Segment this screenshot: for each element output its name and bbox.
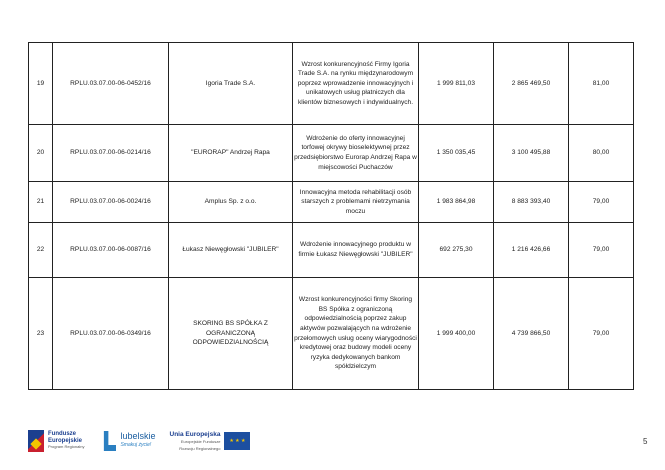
ue-sub1: Europejskie Fundusze [180,438,221,444]
cell-name: Łukasz Niewęgłowski "JUBILER" [169,223,293,278]
cell-funding: 1 350 035,45 [419,125,494,182]
eu-flag-icon: ★ ★ ★ [224,432,250,450]
ue-sub2: Rozwoju Regionalnego [179,445,221,451]
cell-score: 81,00 [569,43,634,125]
cell-no: 19 [29,43,53,125]
cell-no: 23 [29,278,53,390]
projects-table [28,42,634,390]
cell-no: 20 [29,125,53,182]
ue-title: Unia Europejska [169,430,221,438]
table-row [29,43,634,125]
lubelskie-logo [98,431,155,451]
cell-desc: Innowacyjna metoda rehabilitacji osób starszych z problemami nietrzymania moczu [293,182,419,223]
table-row [29,125,634,182]
cell-id: RPLU.03.07.00-06-0349/16 [53,278,169,390]
cell-id: RPLU.03.07.00-06-0087/16 [53,223,169,278]
fe-mark-icon [28,430,44,452]
cell-no: 21 [29,182,53,223]
fe-title1: Fundusze [48,431,76,438]
fundusze-europejskie-logo [28,430,84,452]
table-row [29,182,634,223]
lubelskie-mark-icon [98,431,116,451]
footer-logos [28,428,250,454]
page-number: 5 [643,437,648,446]
cell-total: 4 739 866,50 [494,278,569,390]
unia-europejska-logo [170,431,251,452]
cell-score: 80,00 [569,125,634,182]
cell-total: 3 100 495,88 [494,125,569,182]
cell-funding: 692 275,30 [419,223,494,278]
cell-id: RPLU.03.07.00-06-0214/16 [53,125,169,182]
cell-funding: 1 999 811,03 [419,43,494,125]
cell-funding: 1 983 864,98 [419,182,494,223]
cell-name: Igoria Trade S.A. [169,43,293,125]
cell-name: Amplus Sp. z o.o. [169,182,293,223]
fe-title2: Europejskie [48,437,83,444]
cell-name: "EURORAP" Andrzej Rapa [169,125,293,182]
cell-score: 79,00 [569,223,634,278]
cell-no: 22 [29,223,53,278]
cell-desc: Wzrost konkurencyjność Firmy Igoria Trade S.A. na rynku międzynarodowym poprzez wprowadzenie innowacyjnych i unikatowych usług płatniczych dla klientów biznesowych i indywidualnych. [293,43,419,125]
table-row [29,278,634,390]
fe-sub: Program Regionalny [48,444,85,450]
cell-total: 1 216 426,66 [494,223,569,278]
lub-title: lubelskie [120,431,156,441]
cell-desc: Wdrożenie innowacyjnego produktu w firmie Łukasz Niewęgłowski "JUBILER" [293,223,419,278]
cell-name: SKORING BS SPÓŁKA Z OGRANICZONĄ ODPOWIEDZIALNOŚCIĄ [169,278,293,390]
table-row [29,223,634,278]
cell-id: RPLU.03.07.00-06-0024/16 [53,182,169,223]
cell-desc: Wzrost konkurencyjności firmy Skoring BS Spółka z ograniczoną odpowiedzialnością poprzez zakup aktywów pozwalających na wdrożenie przełomowych usług oceny wiarygodności kredytowej oraz budowy modeli oceny ryzyka dedykowanych bankom spółdzielczym [293,278,419,390]
cell-desc: Wdrożenie do oferty innowacyjnej torfowej okrywy bioselektywnej przez przedsiębiorstwo Eurorap Andrzej Rapa w miejscowości Puchaczów [293,125,419,182]
cell-total: 8 883 393,40 [494,182,569,223]
cell-funding: 1 999 400,00 [419,278,494,390]
cell-score: 79,00 [569,278,634,390]
cell-total: 2 865 469,50 [494,43,569,125]
cell-id: RPLU.03.07.00-06-0452/16 [53,43,169,125]
lub-sub: Smakuj życie! [120,442,152,448]
cell-score: 79,00 [569,182,634,223]
